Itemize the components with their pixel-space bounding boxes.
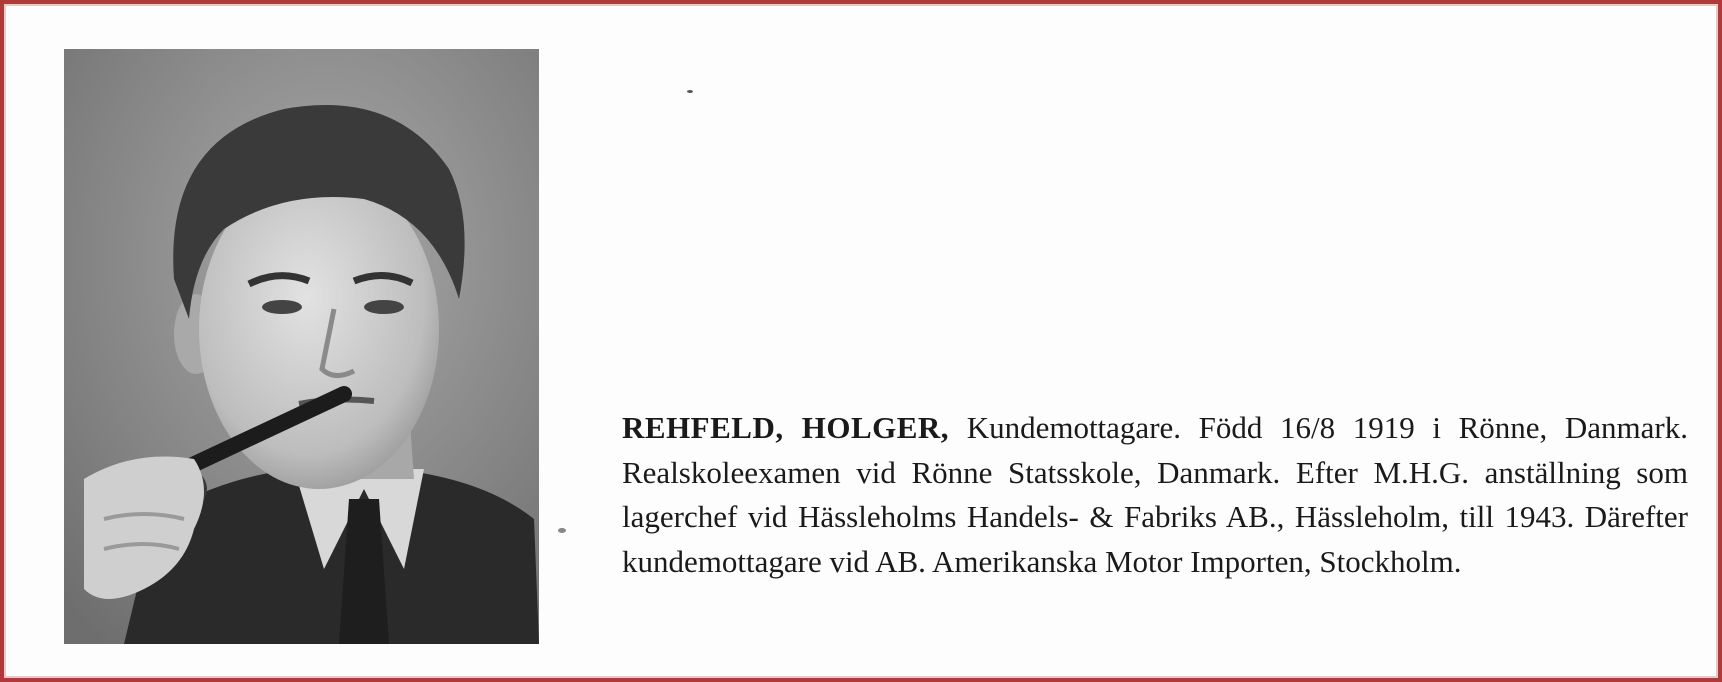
portrait-image <box>64 49 539 644</box>
paper-speck <box>558 528 566 533</box>
portrait-photo <box>64 49 539 644</box>
person-name: REHFELD, HOLGER, <box>622 410 950 445</box>
paper-speck <box>687 90 693 93</box>
biography-text: Kundemottagare. Född 16/8 1919 i Rönne, Danmark. Realskoleexamen vid Rönne Statsskole, Danmark. Efter M.H.G. anställning som lagerchef vid Hässleholms Handels- & Fabriks AB., Hässleholm, till 1943. Därefter kundemottagare vid AB. Amerikanska Motor Importen, Stockholm. <box>622 410 1688 579</box>
biography-entry <box>622 406 1688 584</box>
